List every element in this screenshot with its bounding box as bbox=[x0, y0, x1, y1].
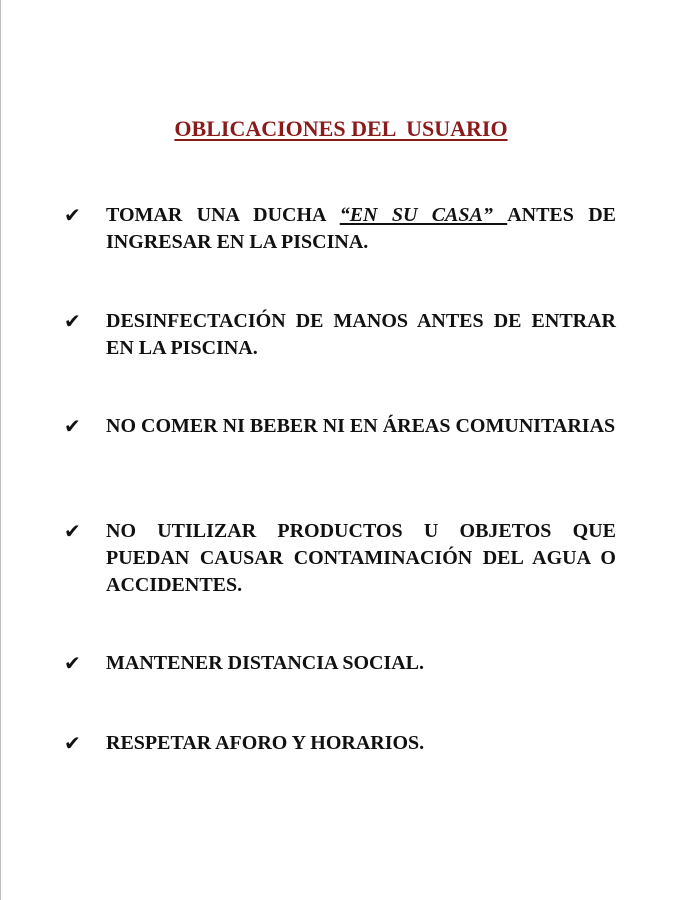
list-item bbox=[64, 518, 616, 599]
list-item-text: DESINFECTACIÓN DE MANOS ANTES DE ENTRAR EN LA PISCINA. bbox=[106, 310, 616, 359]
checkmark-icon: ✔ bbox=[64, 309, 81, 333]
list-item bbox=[64, 413, 616, 440]
checkmark-icon: ✔ bbox=[64, 519, 81, 543]
checkmark-icon: ✔ bbox=[64, 731, 81, 755]
list-item bbox=[64, 730, 616, 757]
list-item bbox=[64, 308, 616, 362]
checkmark-icon: ✔ bbox=[64, 651, 81, 675]
list-item bbox=[64, 650, 616, 677]
list-item-text: NO COMER NI BEBER NI EN ÁREAS COMUNITARIAS bbox=[106, 415, 616, 437]
list-item-text: RESPETAR AFORO Y HORARIOS. bbox=[106, 732, 425, 754]
emphasis-text: “EN SU CASA” bbox=[339, 204, 508, 226]
list-item bbox=[64, 202, 616, 256]
page-title: OBLICACIONES DEL USUARIO bbox=[174, 116, 508, 141]
checkmark-icon: ✔ bbox=[64, 203, 81, 227]
checkmark-icon: ✔ bbox=[64, 414, 81, 438]
list-item-text: MANTENER DISTANCIA SOCIAL. bbox=[106, 652, 425, 674]
list-item-text: NO UTILIZAR PRODUCTOS U OBJETOS QUE PUEDAN CAUSAR CONTAMINACIÓN DEL AGUA O ACCIDENTES. bbox=[106, 520, 616, 596]
list-item-text: TOMAR UNA DUCHA “EN SU CASA” ANTES DE INGRESAR EN LA PISCINA. bbox=[106, 204, 616, 253]
